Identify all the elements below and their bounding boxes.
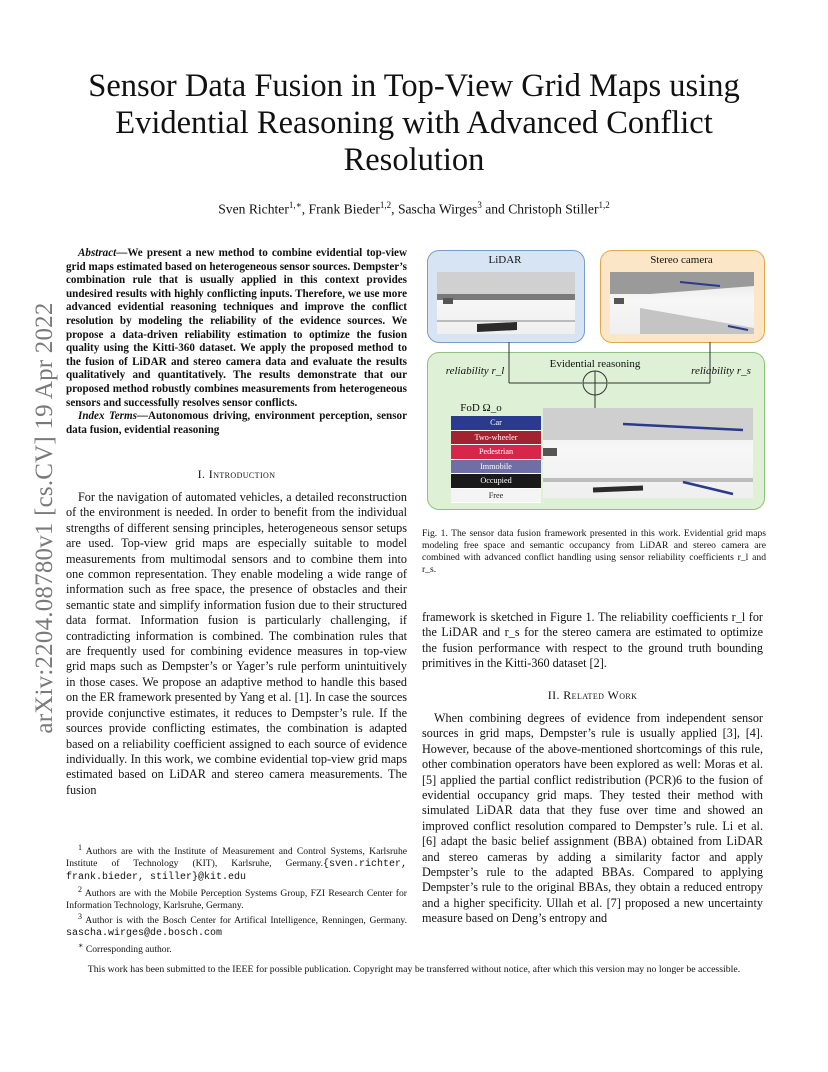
- fused-grid-map: [543, 408, 753, 498]
- lidar-label: LiDAR: [488, 254, 522, 266]
- fod-item: Immobile: [451, 460, 541, 475]
- fod-legend: [451, 416, 541, 503]
- related-work-paragraph: When combining degrees of evidence from independent sensor sources in grid maps, Dempster’s rule is usually applied [3], [4]. However, because of the above-mentioned shortcomings of this rule, other combination operators have been explored as well: Moras et al. [5] applied the partial conflict redistribution (PCR)6 to the fusion of evidential occupancy grid maps. They tested their method with simulated LiDAR data that they fuse over time and showed an improved conflict resolution compared to Dempster’s rule. Li et al. [6] adapt the basic belief assignment (BBA) obtained from LiDAR and stereo cameras by adding a similarity factor and apply Dempster’s rule to the adapted BBAs. Compared to applying Dempster’s rule to the original BBAs, they obtain a reduced entropy and a higher specificity. Ullah et al. [7] proposed a new uncertainty measure based on Deng’s entropy and: [422, 711, 763, 926]
- footnote-2: Authors are with the Mobile Perception Systems Group, FZI Research Center for Information Technology, Karlsruhe, Germany.: [66, 887, 407, 911]
- related-work-body: [422, 711, 763, 927]
- footnote-1-email: {sven.richter, frank.bieder, stiller}@kit.edu: [66, 858, 407, 883]
- stereo-grid-map-drawing: [610, 272, 754, 334]
- fod-item: Two-wheeler: [451, 431, 541, 446]
- abstract: [66, 247, 407, 437]
- reliability-l-label: reliability r_l: [445, 365, 505, 377]
- footnote-star: Corresponding author.: [85, 944, 172, 956]
- arxiv-stamp: arXiv:2204.08780v1 [cs.CV] 19 Apr 2022: [31, 302, 58, 734]
- author-list: Sven Richter$^{1,∗}$, Frank Bieder$^{1,2}$, Sascha Wirges$^3$ and Christoph Stiller$^{1,2}$: [218, 200, 610, 217]
- footnotes: $^1$ Authors are with the Institute of Measurement and Control Systems, Karlsruhe Institute of Technology (KIT), Karlsruhe, Germany.{sven.richter, frank.bieder, stiller}@kit.edu $^2$ Authors are with the Mobile Perception Systems Group, FZI Research Center for Information Technology, Karlsruhe, Germany. $^3$ Author is with the Bosch Center for Artifical Intelligence, Renningen, Germany. sascha.wirges@de.bosch.com ∗ Corresponding author.: [66, 843, 407, 956]
- introduction-paragraph: For the navigation of automated vehicles, a detailed reconstruction of the environment is needed. In order to benefit from the individual strengths of different sensing principles, heterogeneous sensor setups are used. Top-view grid maps are especially suitable to model measurements from multimodal sensors and to combine them into one common representation. They enable modeling a wide range of information such as free space, the presence of obstacles and their semantic state and simplify information fusion due to their structured data format. Information fusion is particularly challenging, if contradicting information is combined. The combination rules that are frequently used for combining evidence measures in top-view grid maps such as Dempster’s or Yager’s rule perform unintuitively in those cases. We propose an adaptive method to handle this based on the ER framework presented by Yang et al. [1]. In case the sources provide conjunctive estimates, it reduces to Dempster’s rule. If the sources provide conflicting estimates, the combination is adapted based on a reliability coefficient assigned to each source of evidence individually. In this work, we combine evidential top-view grid maps estimated based on LiDAR and stereo camera measurements. The fusion: [66, 490, 407, 797]
- introduction-body: [66, 490, 407, 798]
- evidential-reasoning-label: Evidential reasoning: [549, 358, 641, 370]
- abstract-text: —We present a new method to combine evidential top-view grid maps estimated based on heterogeneous sensor sources. Dempster’s combination rule that is usually applied in this context provides undesired results with highly conflicting inputs. Therefore, we use more advanced evidential reasoning techniques and improve the conflict resolution by modeling the reliability of the evidence sources. We propose a data-driven reliability estimation to optimize the fusion quality using the Kitti-360 dataset. We apply the proposed method to the fusion of LiDAR and stereo camera data and evaluate the results qualitatively and quantitatively. The results demonstrate that our proposed method robustly combines measurements from heterogeneous sensors and successfully resolves sensor conflicts.: [66, 247, 407, 409]
- fod-item: Car: [451, 416, 541, 431]
- footnote-1: Authors are with the Institute of Measurement and Control Systems, Karlsruhe Institute of Technology (KIT), Karlsruhe, Germany.: [66, 846, 407, 869]
- footnote-3: Author is with the Bosch Center for Artifical Intelligence, Renningen, Germany.: [85, 915, 407, 927]
- lidar-grid-map: [437, 272, 575, 334]
- footnote-3-email: sascha.wirges@de.bosch.com: [66, 928, 223, 940]
- lidar-grid-map-drawing: [437, 272, 575, 334]
- section-heading-introduction: I. Introduction: [197, 467, 276, 481]
- copyright-note: This work has been submitted to the IEEE for possible publication. Copyright may be transferred without notice, after which this version may no longer be accessible.: [87, 964, 741, 975]
- reliability-s-label: reliability r_s: [691, 365, 751, 377]
- abstract-label: Abstract: [78, 247, 117, 259]
- fod-item: Pedestrian: [451, 445, 541, 460]
- fod-item: Free: [451, 489, 541, 504]
- figure-caption: Fig. 1. The sensor data fusion framework presented in this work. Evidential grid maps modeling free space and semantic occupancy from LiDAR and stereo camera are combined with advanced conflict handling using sensor reliability coefficients r_l and r_s.: [422, 528, 766, 575]
- stereo-grid-map: [610, 272, 754, 334]
- fod-label: FoD Ω_o: [460, 402, 502, 414]
- index-terms-label: Index Terms: [78, 410, 137, 423]
- fod-item: Occupied: [451, 474, 541, 489]
- stereo-label: Stereo camera: [650, 254, 713, 266]
- index-terms-text: —Autonomous driving, environment perception, sensor data fusion, evidential reasoning: [66, 410, 407, 436]
- introduction-continued-paragraph: framework is sketched in Figure 1. The reliability coefficients r_l for the LiDAR and r_s for the stereo camera are estimated to optimize the fusion performance with respect to the ground truth bounding primitives in the Kitti-360 dataset [2].: [422, 610, 763, 671]
- section-heading-related-work: II. Related Work: [547, 688, 638, 702]
- paper-title: Sensor Data Fusion in Top-View Grid Maps using Evidential Reasoning with Advanced Conflict Resolution: [88, 68, 740, 178]
- introduction-continued: [422, 610, 763, 672]
- fused-grid-map-drawing: [543, 408, 753, 498]
